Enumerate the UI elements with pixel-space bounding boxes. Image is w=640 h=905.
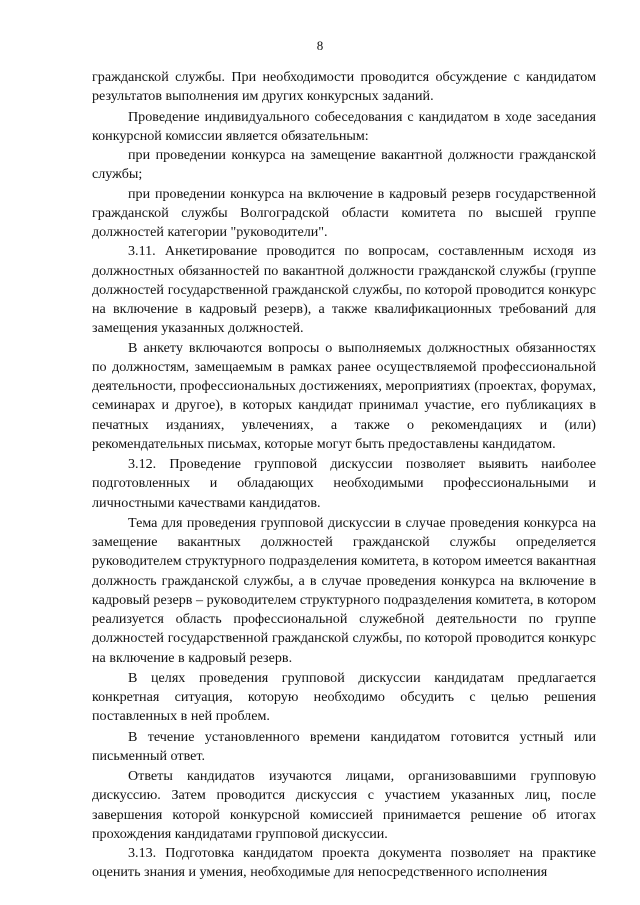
paragraph-continuation: гражданской службы. При необходимости проводится обсуждение с кандидатом результатов выполнения им других конкурсных заданий. [92, 69, 596, 105]
paragraph-interview-case-vacancy: при проведении конкурса на замещение вакантной должности гражданской службы; [92, 147, 596, 183]
paragraph-3-12: 3.12. Проведение групповой дискуссии позволяет выявить наиболее подготовленных и обладающих необходимыми профессиональными и личностными качествами кандидатов. [92, 456, 596, 511]
paragraph-answers-review: Ответы кандидатов изучаются лицами, организовавшими групповую дискуссию. Затем проводится дискуссия с участием указанных лиц, после завершения которой конкурсной комиссией принимается решение об итогах прохождения кандидатами групповой дискуссии. [92, 768, 596, 842]
paragraph-3-13: 3.13. Подготовка кандидатом проекта документа позволяет на практике оценить знания и умения, необходимые для непосредственного исполнения [92, 845, 596, 881]
page-number: 8 [316, 38, 324, 53]
paragraph-interview-mandatory: Проведение индивидуального собеседования с кандидатом в ходе заседания конкурсной комиссии является обязательным: [92, 108, 596, 144]
paragraph-answer-preparation: В течение установленного времени кандидатом готовится устный или письменный ответ. [92, 728, 596, 764]
paragraph-questionnaire-content: В анкету включаются вопросы о выполняемых должностных обязанностях по должностям, замещаемым в рамках ранее осуществляемой профессиональной деятельности, профессиональных достижениях, мероприятиях (проектах, форумах, семинарах и другое), в которых кандидат принимал участие, его публикациях в печатных изданиях, увлечениях, а также о рекомендациях и (или) рекомендательных письмах, которые могут быть предоставлены кандидатом. [92, 339, 596, 452]
paragraph-discussion-topic: Тема для проведения групповой дискуссии в случае проведения конкурса на замещение вакантных должностей гражданской службы определяется руководителем структурного подразделения комитета, в котором имеется вакантная должность гражданской службы, а в случае проведения конкурса на включение в кадровый резерв – руководителем структурного подразделения комитета, в котором реализуется область профессиональной служебной деятельности по группе должностей государственной гражданской службы, по которой проводится конкурс на включение в кадровый резерв. [92, 514, 596, 666]
paragraph-3-11: 3.11. Анкетирование проводится по вопросам, составленным исходя из должностных обязанностей по вакантной должности гражданской службы (группе должностей государственной гражданской службы, по которой проводится конкурс на включение в кадровый резерв), а также квалификационных требований для замещения указанных должностей. [92, 243, 596, 337]
paragraph-discussion-situation: В целях проведения групповой дискуссии кандидатам предлагается конкретная ситуация, которую необходимо обсудить с целью решения поставленных в ней проблем. [92, 669, 596, 725]
document-body [92, 68, 596, 883]
paragraph-interview-case-reserve: при проведении конкурса на включение в кадровый резерв государственной гражданской службы Волгоградской области комитета по высшей группе должностей категории "руководители". [92, 185, 596, 240]
